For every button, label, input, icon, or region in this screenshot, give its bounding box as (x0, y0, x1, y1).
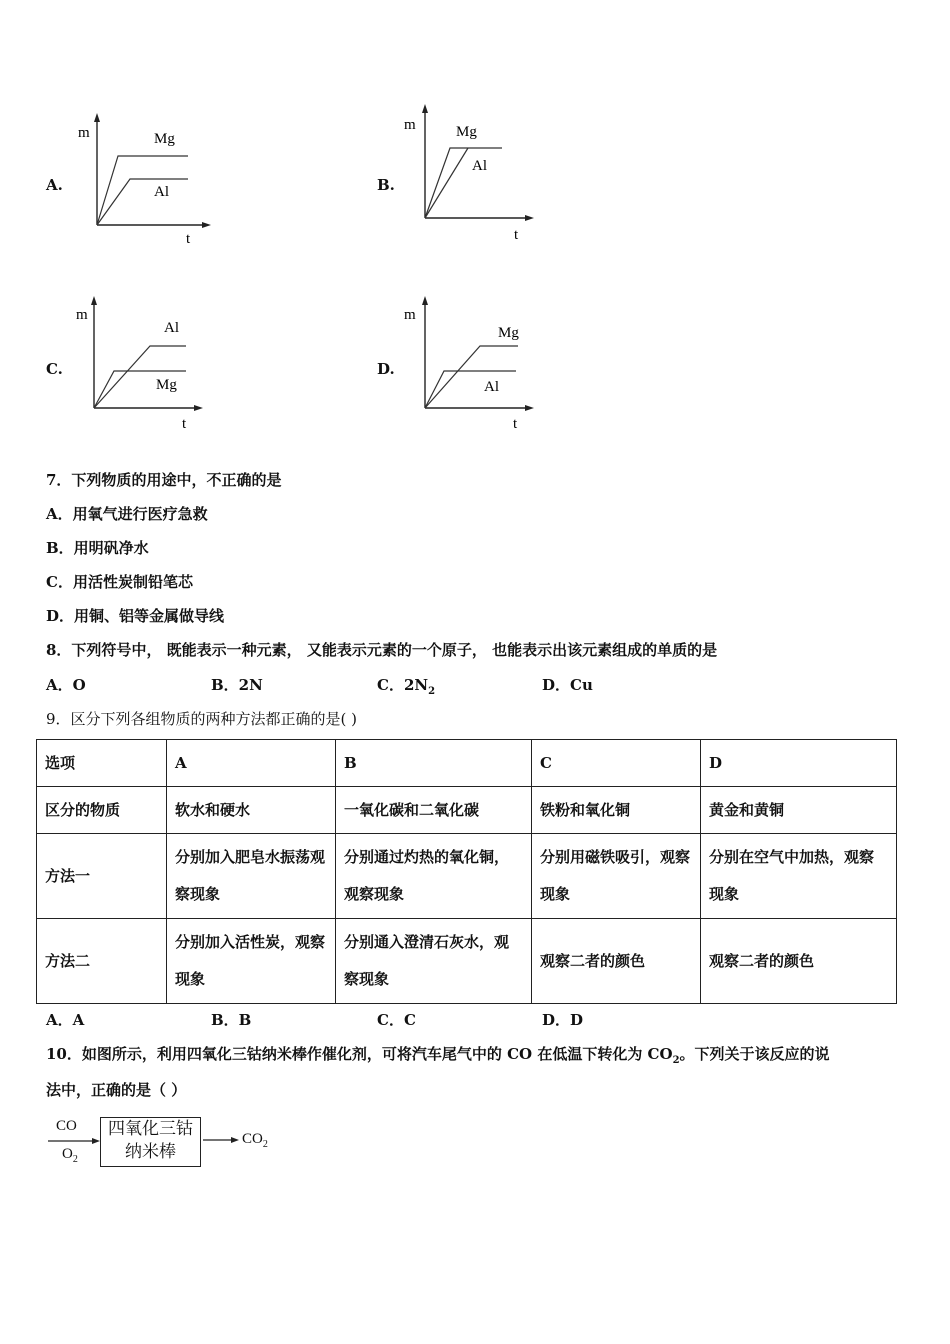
q6-b-t-label: t (514, 227, 519, 243)
q10-stem-line1: 10．如图所示，利用四氧化三钴纳米棒作催化剂，可将汽车尾气中的 CO 在低温下转化为 $CO_2$。下列关于该反应的说 (46, 1045, 830, 1066)
q10-output-co2: $CO_2$ (242, 1131, 268, 1150)
table-row (37, 919, 897, 1004)
q6-option-c-label: C. (46, 360, 63, 378)
q7-option-a: A．用氧气进行医疗急救 (46, 505, 208, 523)
table-row (37, 740, 897, 787)
q9-answer-a: A．A (46, 1011, 85, 1029)
table-cell: 方法二 (37, 919, 167, 1004)
q6-d-upper-label: Mg (498, 325, 519, 341)
q7-option-b: B．用明矾净水 (46, 539, 149, 557)
table-cell: 分别通入澄清石灰水，观察现象 (336, 919, 532, 1004)
table-header-cell: 选项 (37, 740, 167, 787)
q9-stem: 9．区分下列各组物质的两种方法都正确的是( ) (46, 710, 358, 728)
q6-a-t-label: t (186, 231, 191, 247)
table-cell: 分别在空气中加热，观察现象 (701, 834, 897, 919)
q10-catalyst-line1: 四氧化三钴 (108, 1119, 193, 1139)
q6-graph-d (398, 292, 548, 441)
table-cell: 区分的物质 (37, 787, 167, 834)
table-cell: 分别加入肥皂水振荡观察现象 (167, 834, 336, 919)
q9-answer-d: D．D (542, 1011, 584, 1029)
q6-a-lower-label: Al (154, 184, 169, 200)
q9-table (36, 739, 897, 1004)
q6-b-m-label: m (404, 117, 416, 133)
q7-option-c: C．用活性炭制铅笔芯 (46, 573, 193, 591)
table-cell: 分别用磁铁吸引，观察现象 (532, 834, 701, 919)
q6-d-m-label: m (404, 307, 416, 323)
q6-b-lower-label: Al (472, 158, 487, 174)
q6-c-upper-label: Al (164, 320, 179, 336)
q6-c-t-label: t (182, 416, 187, 432)
q6-graph-a (70, 110, 220, 254)
q10-catalyst-box (100, 1117, 201, 1167)
q10-input-o2: $O_2$ (62, 1146, 78, 1165)
table-cell: 一氧化碳和二氧化碳 (336, 787, 532, 834)
table-cell: 软水和硬水 (167, 787, 336, 834)
q10-input-arrow (46, 1136, 102, 1146)
q6-a-upper-label: Mg (154, 131, 175, 147)
table-header-cell: B (336, 740, 532, 787)
table-cell: 黄金和黄铜 (701, 787, 897, 834)
q8-stem: 8．下列符号中， 既能表示一种元素， 又能表示元素的一个原子， 也能表示出该元素组成的单质的是 (46, 641, 718, 659)
q7-stem: 7．下列物质的用途中，不正确的是 (46, 471, 282, 489)
q6-option-d-label: D. (377, 360, 395, 378)
table-cell: 分别加入活性炭，观察现象 (167, 919, 336, 1004)
q10-stem-line2: 法中，正确的是（ ） (46, 1081, 187, 1099)
q6-b-upper-label: Mg (456, 124, 477, 140)
q9-answer-b: B．B (211, 1011, 252, 1029)
q6-a-m-label: m (78, 125, 90, 141)
table-header-cell: A (167, 740, 336, 787)
table-row (37, 834, 897, 919)
table-cell: 铁粉和氧化铜 (532, 787, 701, 834)
q6-option-b-label: B. (377, 176, 395, 194)
q8-option-a: A．O (46, 676, 86, 694)
q9-answer-c: C．C (377, 1011, 416, 1029)
table-cell: 方法一 (37, 834, 167, 919)
table-cell: 分别通过灼热的氧化铜，观察现象 (336, 834, 532, 919)
q8-option-d: D．Cu (542, 676, 593, 694)
q10-output-arrow (201, 1135, 241, 1145)
q6-graph-c (68, 292, 218, 441)
table-cell: 观察二者的颜色 (701, 919, 897, 1004)
q6-option-a-label: A. (46, 176, 63, 194)
q6-d-t-label: t (513, 416, 518, 432)
q6-c-m-label: m (76, 307, 88, 323)
q8-option-c: C．$2N_2$ (377, 676, 436, 697)
q8-option-b: B．2N (211, 676, 263, 694)
table-row (37, 787, 897, 834)
table-header-cell: C (532, 740, 701, 787)
q10-input-co: CO (56, 1118, 77, 1134)
q7-option-d: D．用铜、铝等金属做导线 (46, 607, 225, 625)
q10-catalyst-line2: 纳米棒 (125, 1142, 176, 1162)
table-cell: 观察二者的颜色 (532, 919, 701, 1004)
table-header-cell: D (701, 740, 897, 787)
q6-c-lower-label: Mg (156, 377, 177, 393)
q6-d-lower-label: Al (484, 379, 499, 395)
q6-graph-b (398, 100, 548, 249)
